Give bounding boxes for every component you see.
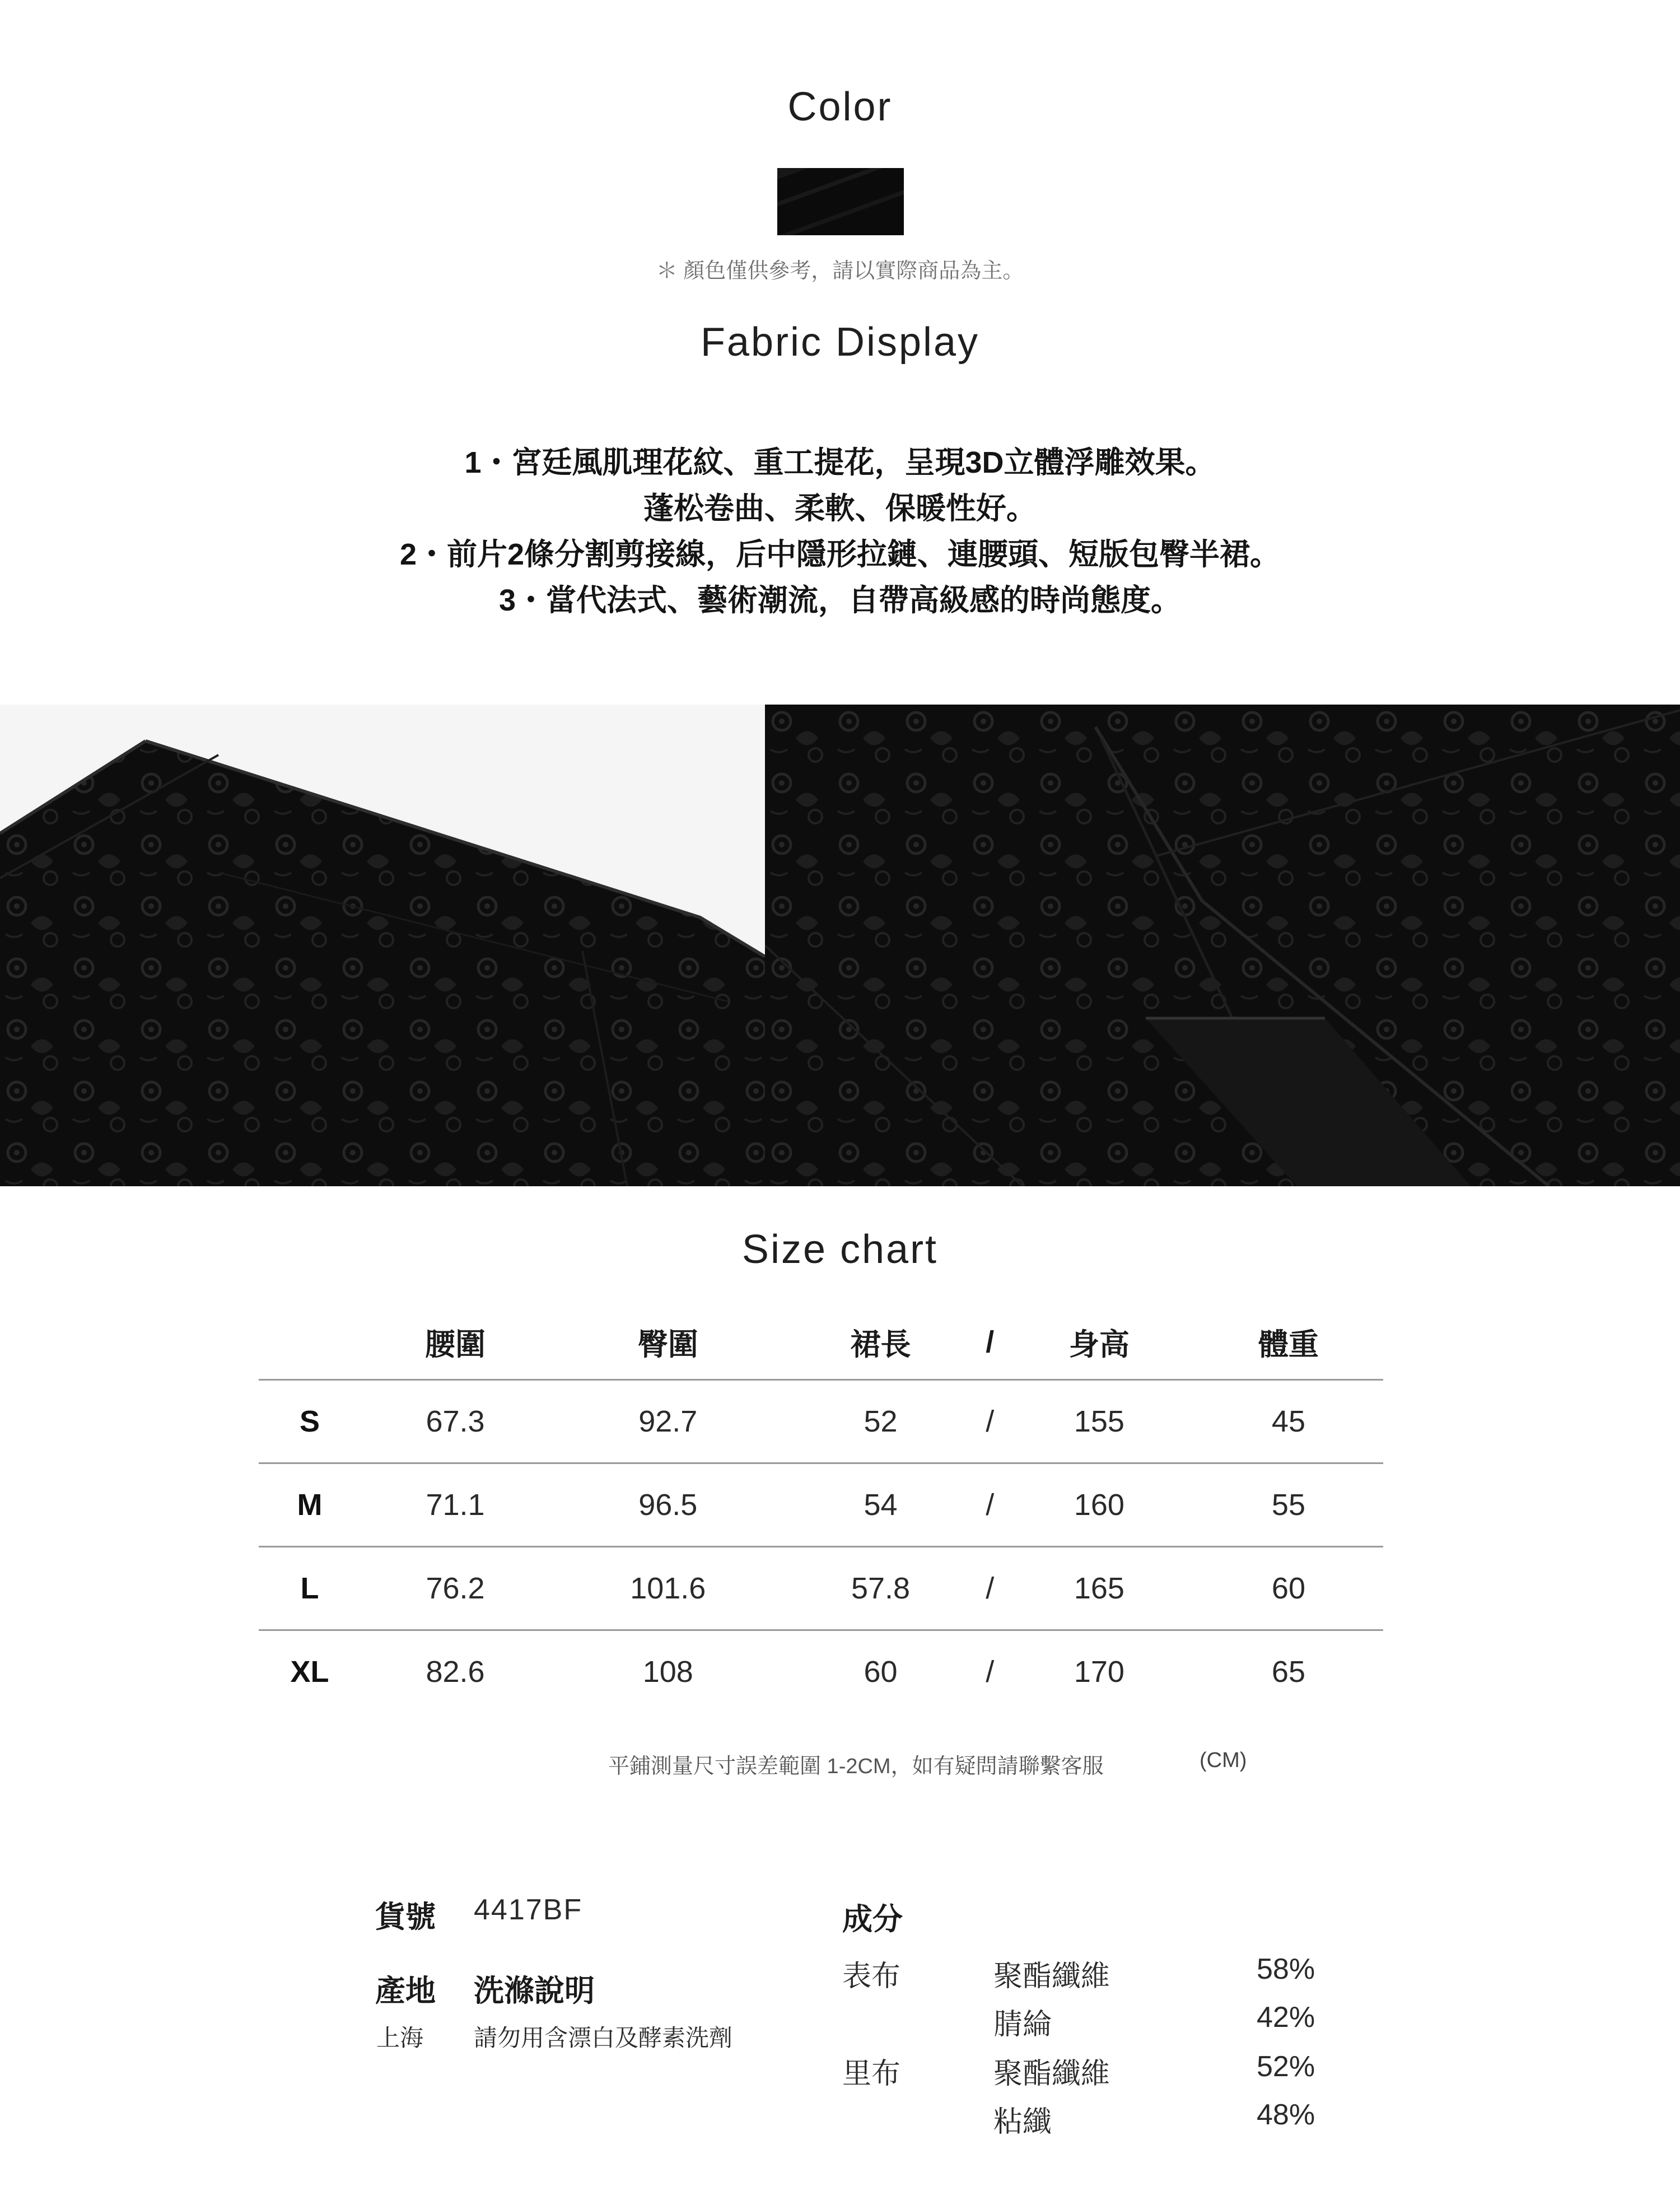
size-label: M	[259, 1463, 361, 1547]
cell-waist: 76.2	[361, 1547, 550, 1630]
size-label: S	[259, 1380, 361, 1463]
fabric-photo-waistband	[0, 705, 765, 1186]
color-note: ＊ 顏色僅供參考，請以實際商品為主。	[656, 259, 1024, 283]
table-row	[259, 1380, 1383, 1463]
cell-length: 60	[786, 1630, 976, 1713]
care-label: 洗滌說明	[474, 1974, 595, 2008]
description-line: 1・宮廷風肌理花紋、重工提花，呈現3D立體浮雕效果。	[464, 446, 1216, 479]
table-row	[259, 1630, 1383, 1713]
header-separator: /	[986, 1325, 995, 1359]
cell-separator: /	[976, 1380, 1005, 1463]
cell-separator: /	[976, 1463, 1005, 1547]
origin-value: 上海	[376, 2025, 424, 2051]
material-percent: 42%	[1257, 2001, 1315, 2034]
fabric-title: Fabric Display	[700, 320, 980, 365]
table-row	[259, 1547, 1383, 1630]
description-line: 3・當代法式、藝術潮流，自帶高級感的時尚態度。	[498, 584, 1182, 617]
cell-waist: 67.3	[361, 1380, 550, 1463]
color-swatch-black[interactable]	[777, 168, 904, 235]
material-percent: 52%	[1257, 2050, 1315, 2083]
material-name: 聚酯纖維	[993, 2058, 1110, 2090]
material-name: 粘纖	[993, 2106, 1052, 2138]
cell-separator: /	[976, 1547, 1005, 1630]
size-chart-title: Size chart	[741, 1227, 939, 1272]
size-chart-header-row	[259, 1305, 1383, 1380]
cell-length: 52	[786, 1380, 976, 1463]
size-chart-note: 平鋪測量尺寸誤差範圍 1-2CM，如有疑問請聯繫客服	[608, 1755, 1104, 1778]
cell-height: 160	[1005, 1463, 1194, 1547]
sku-value: 4417BF	[474, 1894, 583, 1926]
cell-weight: 65	[1194, 1630, 1383, 1713]
cell-height: 170	[1005, 1630, 1194, 1713]
cell-length: 57.8	[786, 1547, 976, 1630]
description-line: 蓬松卷曲、柔軟、保暖性好。	[643, 492, 1037, 525]
color-title: Color	[787, 85, 893, 129]
fabric-photo-zipper-detail	[765, 705, 1680, 1186]
material-name: 聚酯纖維	[993, 1960, 1110, 1993]
material-percent: 48%	[1257, 2099, 1315, 2131]
cell-height: 155	[1005, 1380, 1194, 1463]
cell-hip: 96.5	[550, 1463, 786, 1547]
header-waist: 腰圍	[425, 1327, 486, 1362]
cell-weight: 60	[1194, 1547, 1383, 1630]
header-height: 身高	[1068, 1327, 1130, 1362]
outer-fabric-label: 表布	[842, 1960, 901, 1993]
care-value: 請勿用含漂白及酵素洗劑	[474, 2025, 733, 2051]
size-chart-table	[259, 1305, 1383, 1713]
cell-length: 54	[786, 1463, 976, 1547]
composition-label: 成分	[842, 1903, 903, 1936]
cell-weight: 55	[1194, 1463, 1383, 1547]
material-name: 腈綸	[993, 2008, 1052, 2041]
cell-separator: /	[976, 1630, 1005, 1713]
material-percent: 58%	[1257, 1953, 1315, 1985]
size-chart-unit: (CM)	[1200, 1749, 1247, 1772]
cell-waist: 71.1	[361, 1463, 550, 1547]
lining-fabric-label: 里布	[842, 2058, 901, 2090]
header-length: 裙長	[850, 1327, 911, 1362]
header-hip: 臀圍	[637, 1327, 698, 1362]
cell-waist: 82.6	[361, 1630, 550, 1713]
table-row	[259, 1463, 1383, 1547]
size-label: L	[259, 1547, 361, 1630]
header-cell	[259, 1305, 361, 1380]
cell-hip: 108	[550, 1630, 786, 1713]
cell-hip: 92.7	[550, 1380, 786, 1463]
cell-height: 165	[1005, 1547, 1194, 1630]
fabric-description	[0, 440, 1680, 623]
size-label: XL	[259, 1630, 361, 1713]
cell-hip: 101.6	[550, 1547, 786, 1630]
origin-label: 產地	[375, 1974, 436, 2008]
header-weight: 體重	[1258, 1327, 1319, 1362]
sku-label: 貨號	[375, 1900, 436, 1934]
description-line: 2・前片2條分割剪接線，后中隱形拉鏈、連腰頭、短版包臀半裙。	[399, 538, 1281, 571]
cell-weight: 45	[1194, 1380, 1383, 1463]
